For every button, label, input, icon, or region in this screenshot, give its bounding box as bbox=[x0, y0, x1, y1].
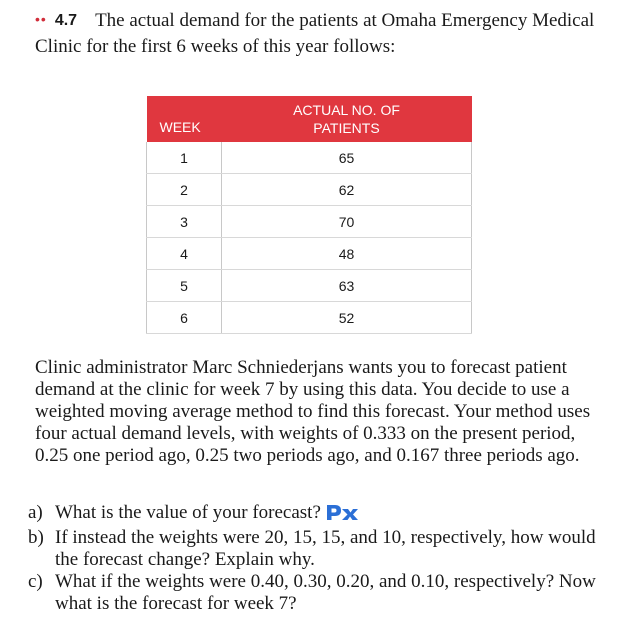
question-text: What if the weights were 0.40, 0.30, 0.20, and 0.10, respectively? Now what is the forecast for week 7? bbox=[55, 571, 596, 614]
problem-intro-text: The actual demand for the patients at Omaha Emergency Medical Clinic for the first 6 weeks of this year follows: bbox=[35, 10, 595, 57]
week-cell: 6 bbox=[147, 302, 222, 334]
patients-cell: 65 bbox=[222, 142, 472, 174]
patients-cell: 62 bbox=[222, 174, 472, 206]
question-label: b) bbox=[28, 527, 44, 548]
question-item bbox=[28, 502, 598, 527]
week-cell: 2 bbox=[147, 174, 222, 206]
patients-cell: 48 bbox=[222, 238, 472, 270]
question-text: What is the value of your forecast? bbox=[55, 502, 321, 523]
question-label: c) bbox=[28, 571, 43, 592]
problem-body: Clinic administrator Marc Schniederjans wants you to forecast patient demand at the clinic for week 7 by using this data. You decide to use a weighted moving average method to find this forecast. Your method uses four actual demand levels, with weights of 0.333 on the present period, 0.25 one period ago, 0.25 two periods ago, and 0.167 three periods ago. bbox=[35, 357, 591, 466]
table-row bbox=[147, 270, 472, 302]
table-row bbox=[147, 174, 472, 206]
week-cell: 5 bbox=[147, 270, 222, 302]
table-row bbox=[147, 238, 472, 270]
header-week: WEEK bbox=[147, 96, 222, 142]
week-cell: 3 bbox=[147, 206, 222, 238]
difficulty-dots: •• bbox=[35, 11, 47, 27]
patients-cell: 70 bbox=[222, 206, 472, 238]
week-cell: 4 bbox=[147, 238, 222, 270]
table-header-row bbox=[147, 96, 472, 142]
week-cell: 1 bbox=[147, 142, 222, 174]
patients-cell: 63 bbox=[222, 270, 472, 302]
patients-cell: 52 bbox=[222, 302, 472, 334]
px-icon bbox=[325, 503, 359, 527]
question-text: If instead the weights were 20, 15, 15, and 10, respectively, how would the forecast change? Explain why. bbox=[55, 527, 596, 570]
header-patients-text: ACTUAL NO. OF PATIENTS bbox=[293, 102, 400, 136]
question-item bbox=[28, 527, 598, 571]
question-item bbox=[28, 571, 598, 615]
question-list bbox=[28, 502, 598, 615]
table-row bbox=[147, 302, 472, 334]
header-patients bbox=[222, 96, 472, 142]
table-row bbox=[147, 142, 472, 174]
question-label: a) bbox=[28, 502, 43, 523]
problem-intro bbox=[35, 6, 595, 60]
table-row bbox=[147, 206, 472, 238]
problem-number: 4.7 bbox=[54, 12, 78, 29]
demand-table bbox=[146, 96, 472, 334]
